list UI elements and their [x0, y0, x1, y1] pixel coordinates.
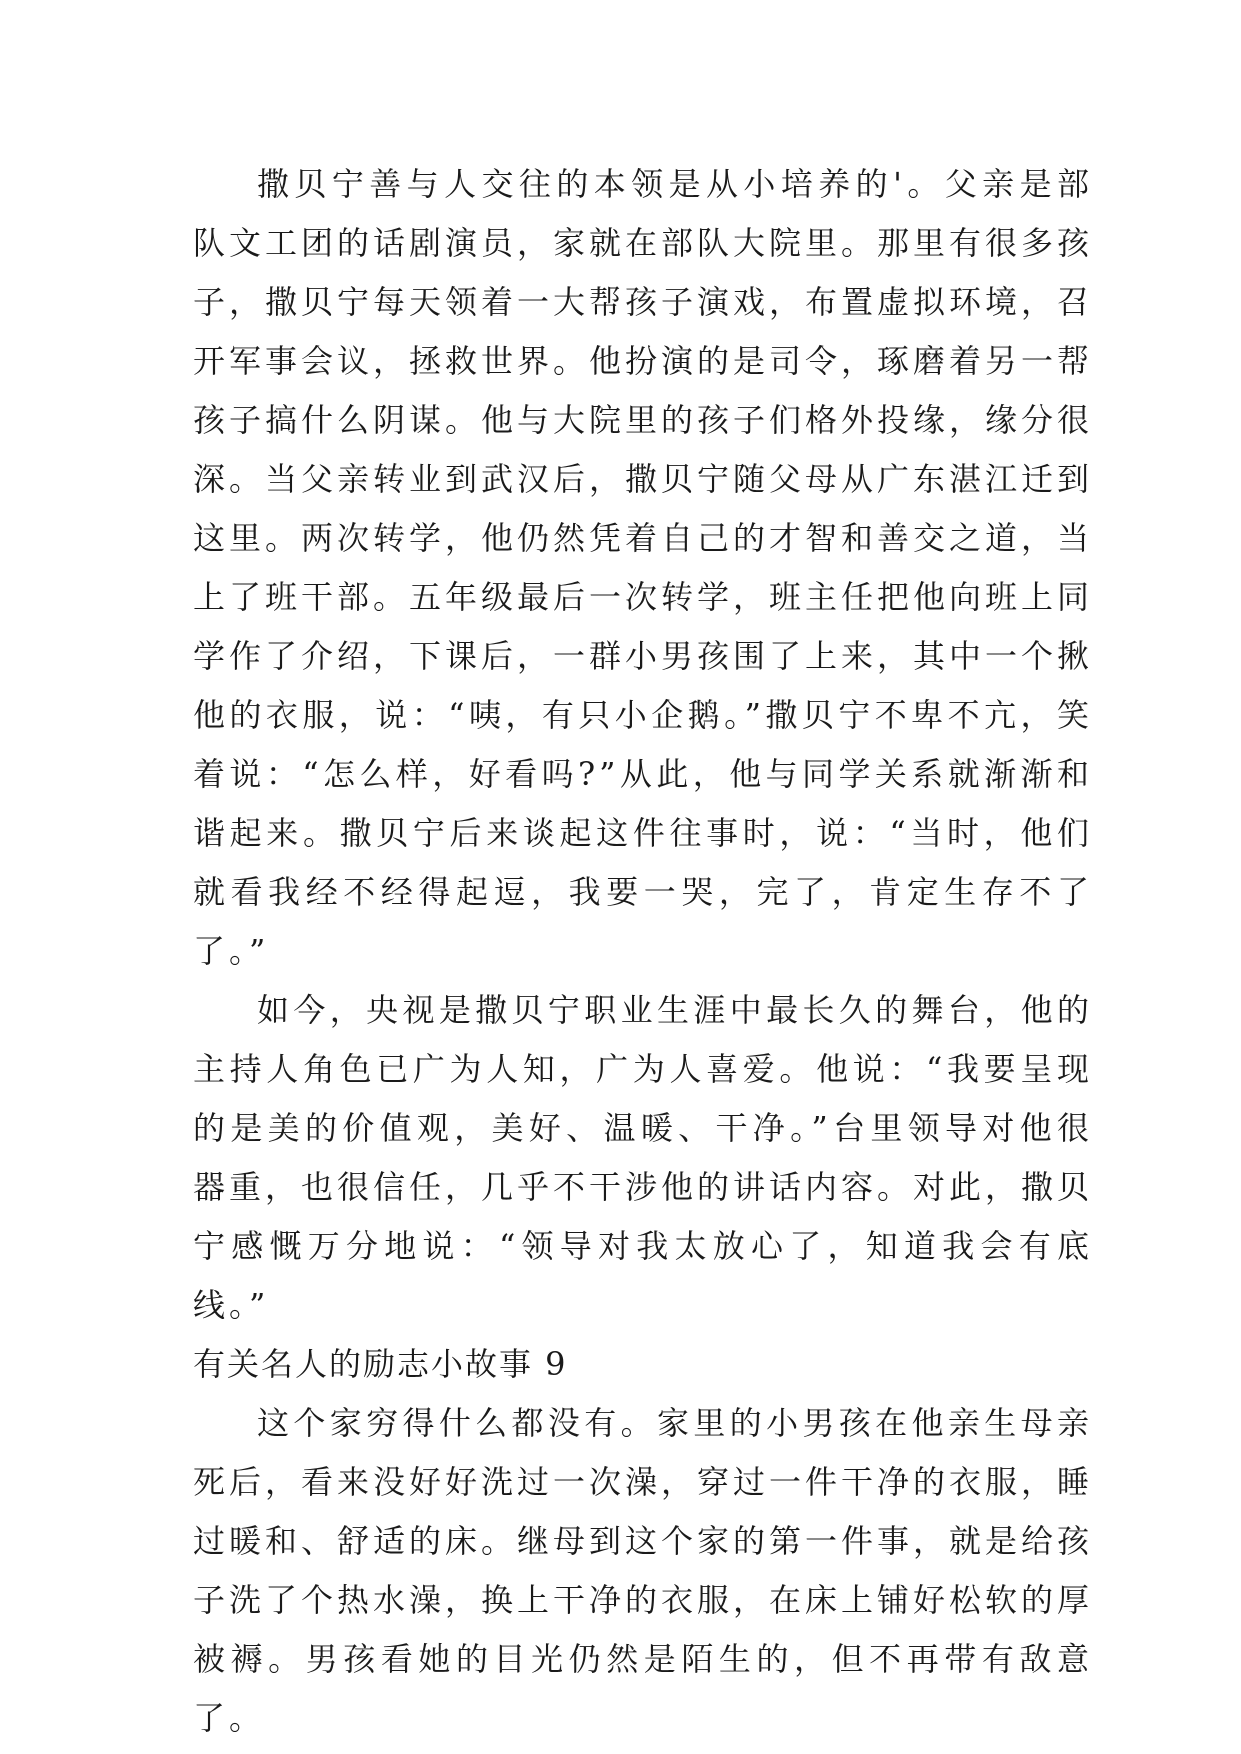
- paragraph-3: 这个家穷得什么都没有。家里的小男孩在他亲生母亲死后，看来没好好洗过一次澡，穿过一件干净的衣服，睡过暖和、舒适的床。继母到这个家的第一件事，就是给孩子洗了个热水澡，换上干净的衣服，在床上铺好松软的厚被褥。男孩看她的目光仍然是陌生的，但不再带有敌意了。: [193, 1404, 1094, 1737]
- document-body: [193, 155, 1093, 1748]
- paragraph-1: 撒贝宁善与人交往的本领是从小培养的'。父亲是部队文工团的话剧演员，家就在部队大院里。那里有很多孩子，撒贝宁每天领着一大帮孩子演戏，布置虚拟环境，召开军事会议，拯救世界。他扮演的是司令，琢磨着另一帮孩子搞什么阴谋。他与大院里的孩子们格外投缘，缘分很深。当父亲转业到武汉后，撒贝宁随父母从广东湛江迁到这里。两次转学，他仍然凭着自己的才智和善交之道，当上了班干部。五年级最后一次转学，班主任把他向班上同学作了介绍，下课后，一群小男孩围了上来，其中一个揪他的衣服，说：“咦，有只小企鹅。”撒贝宁不卑不亢，笑着说：“怎么样，好看吗?”从此，他与同学关系就渐渐和谐起来。撒贝宁后来谈起这件往事时，说：“当时，他们就看我经不经得起逗，我要一哭，完了，肯定生存不了了。”: [193, 165, 1094, 970]
- paragraph-2: 如今，央视是撒贝宁职业生涯中最长久的舞台，他的主持人角色已广为人知，广为人喜爱。他说：“我要呈现的是美的价值观，美好、温暖、干净。”台里领导对他很器重，也很信任，几乎不干涉他的讲话内容。对此，撒贝宁感慨万分地说：“领导对我太放心了，知道我会有底线。”: [193, 991, 1094, 1324]
- section-heading: 有关名人的励志小故事 9: [193, 1345, 568, 1383]
